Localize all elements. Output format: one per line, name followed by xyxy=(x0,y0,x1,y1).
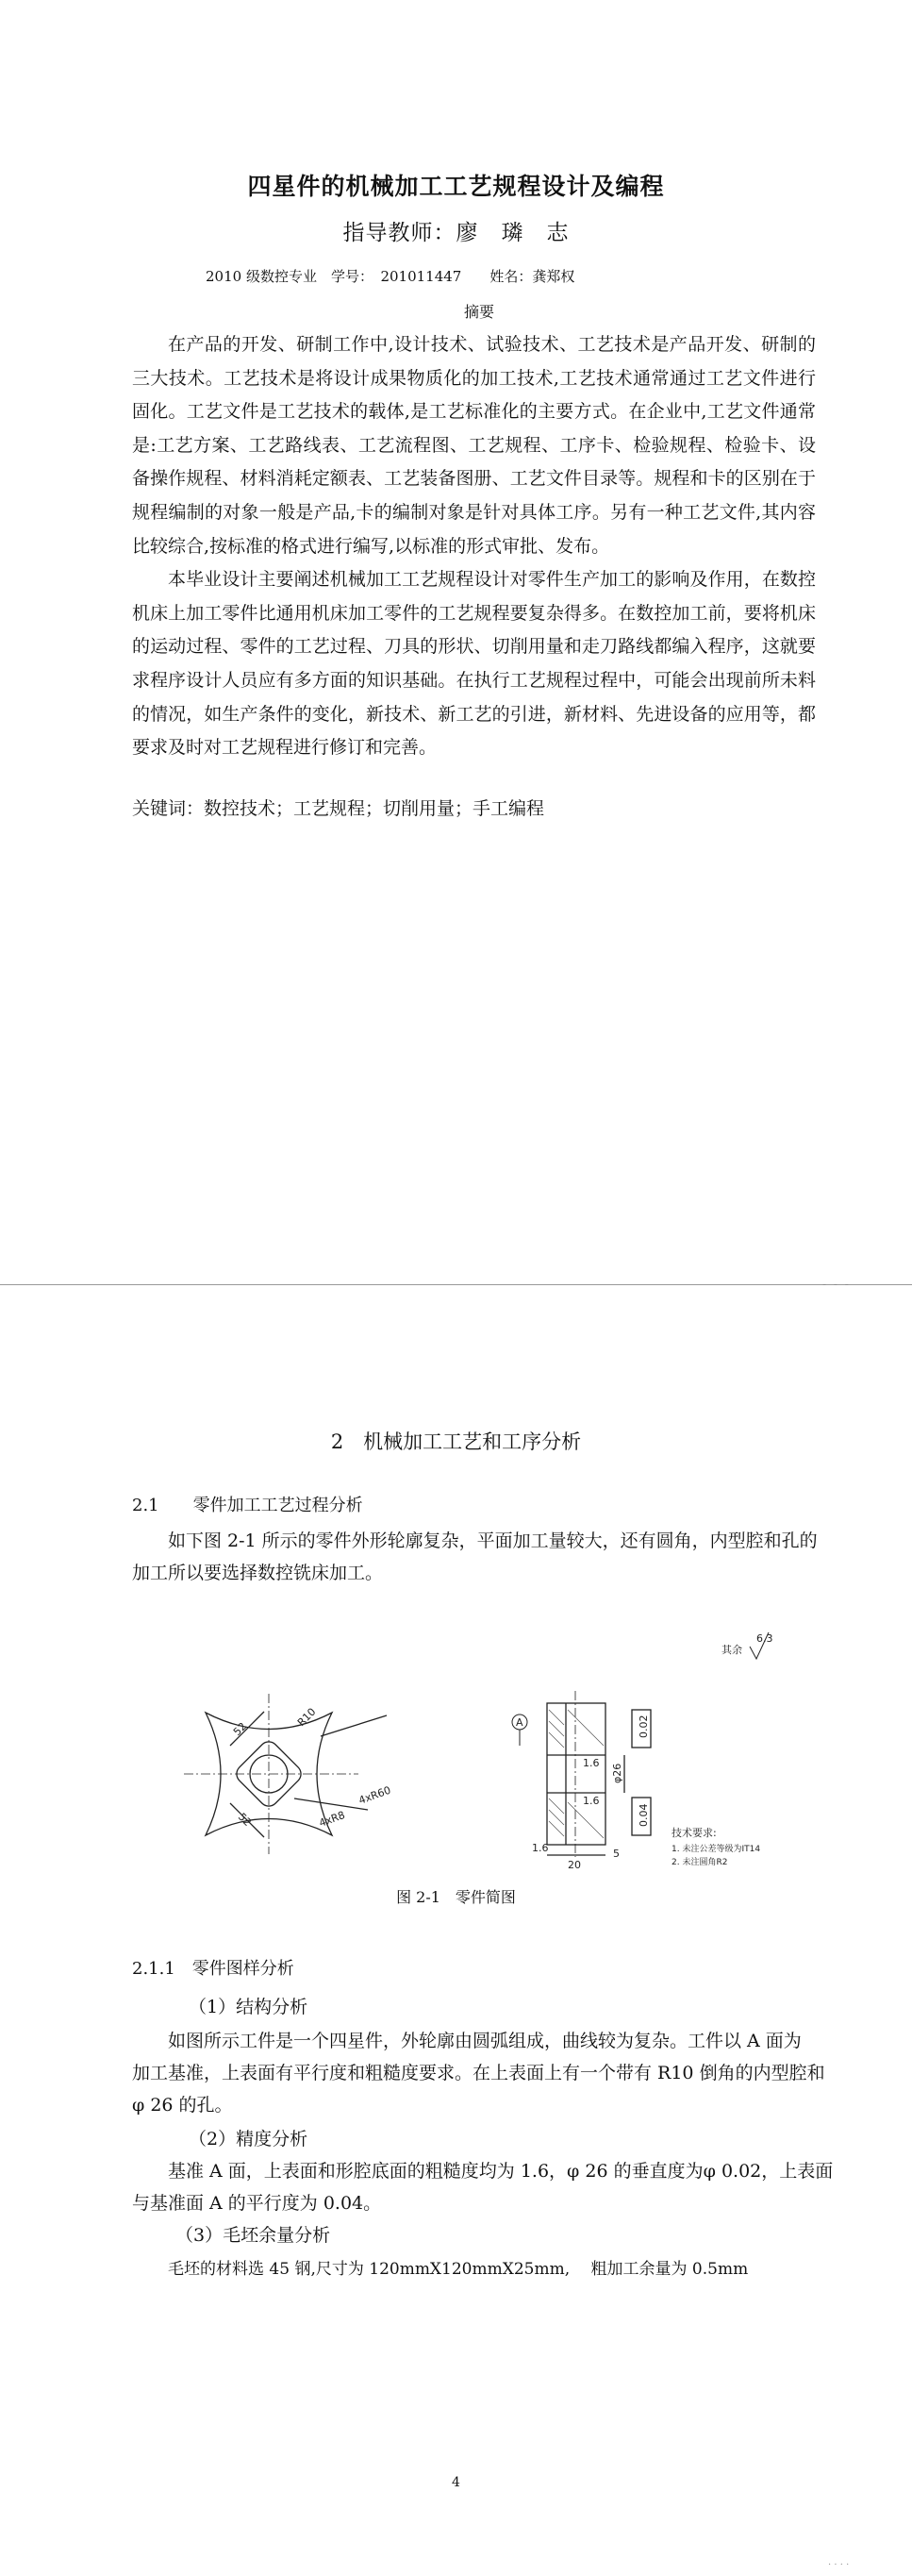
intro-line-1: 如下图 2-1 所示的零件外形轮廓复杂，平面加工量较大，还有圆角，内型腔和孔的 xyxy=(168,1531,818,1551)
section-2-1-heading: 2.1 零件加工工艺过程分析 xyxy=(132,1496,363,1515)
roughness-3: 1.6 xyxy=(532,1842,549,1854)
subsection-1-line-3: φ 26 的孔。 xyxy=(132,2095,233,2116)
dim-20: 20 xyxy=(568,1859,581,1871)
dim-4xr60: 4xR60 xyxy=(357,1783,393,1807)
roughness-other-label: 其余 xyxy=(721,1644,742,1656)
dim-4xr8: 4xR8 xyxy=(317,1808,347,1830)
tech-req-1: 1. 未注公差等级为IT14 xyxy=(672,1845,761,1854)
roughness-2: 1.6 xyxy=(583,1795,600,1807)
section-2-1-1-heading: 2.1.1 零件图样分析 xyxy=(132,1959,294,1979)
tolerance-2: 0.04 xyxy=(638,1803,650,1827)
student-info: 2010 级数控专业 学号： 201011447 姓名：龚郑权 xyxy=(206,268,575,285)
section-2-heading: 2 机械加工工艺和工序分析 xyxy=(330,1430,582,1453)
page-number: 4 xyxy=(452,2475,460,2490)
section-body xyxy=(547,1703,605,1845)
subsection-1-line-2: 加工基准，上表面有平行度和粗糙度要求。在上表面上有一个带有 R10 倒角的内型腔和 xyxy=(132,2063,825,2083)
abstract-body xyxy=(132,328,816,765)
dim-52-bottom: 52 xyxy=(235,1810,254,1830)
subsection-1-title: （1）结构分析 xyxy=(189,1997,308,2017)
datum-label: A xyxy=(516,1716,523,1729)
footer-mark: · · · · xyxy=(828,2560,850,2570)
keywords: 关键词：数控技术；工艺规程；切削用量；手工编程 xyxy=(132,798,545,819)
divider-mark: - - - xyxy=(822,1278,851,1291)
part-drawing-figure xyxy=(132,1604,811,1991)
subsection-2-title: （2）精度分析 xyxy=(189,2129,308,2149)
dim-r10: R10 xyxy=(294,1705,319,1730)
subsection-2-line-2: 与基准面 A 的平行度为 0.04。 xyxy=(132,2193,382,2214)
subsection-2-line-1: 基准 A 面，上表面和形腔底面的粗糙度均为 1.6，φ 26 的垂直度为φ 0.02，上表面 xyxy=(168,2161,834,2182)
intro-line-2: 加工所以要选择数控铣床加工。 xyxy=(132,1563,384,1583)
abstract-paragraph-2: 本毕业设计主要阐述机械加工工艺规程设计对零件生产加工的影响及作用，在数控机床上加工零件比通用机床加工零件的工艺规程要复杂得多。在数控加工前，要将机床的运动过程、零件的工艺过程、刀具的形状、切削用量和走刀路线都编入程序，这就要求程序设计人员应有多方面的知识基础。在执行工艺规程过程中，可能会出现前所未料的情况，如生产条件的变化，新技术、新工艺的引进，新材料、先进设备的应用等，都要求及时对工艺规程进行修订和完善。 xyxy=(132,569,816,759)
abstract-paragraph-1: 在产品的开发、研制工作中,设计技术、试验技术、工艺技术是产品开发、研制的三大技术。工艺技术是将设计成果物质化的加工技术,工艺技术通常通过工艺文件进行固化。工艺文件是工艺技术的载体,是工艺标准化的主要方式。在企业中,工艺文件通常是:工艺方案、工艺路线表、工艺流程图、工艺规程、工序卡、检验规程、检验卡、设备操作规程、材料消耗定额表、工艺装备图册、工艺文件目录等。规程和卡的区别在于规程编制的对象一般是产品,卡的编制对象是针对具体工序。另有一种工艺文件,其内容比较综合,按标准的格式进行编写,以标准的形式审批、发布。 xyxy=(132,334,816,557)
roughness-top: 6.3 xyxy=(756,1632,773,1645)
dim-52-top: 52 xyxy=(230,1720,250,1739)
page-divider xyxy=(0,1284,912,1285)
tech-req-2: 2. 未注圆角R2 xyxy=(672,1858,728,1867)
subsection-3-title: （3）毛坯余量分析 xyxy=(175,2225,331,2246)
subsection-3-line-1: 毛坯的材料选 45 钢,尺寸为 120mmX120mmX25mm, 粗加工余量为 0.5mm xyxy=(168,2260,749,2279)
subsection-1-line-1: 如图所示工件是一个四星件，外轮廓由圆弧组成，曲线较为复杂。工件以 A 面为 xyxy=(168,2031,802,2051)
abstract-label: 摘要 xyxy=(464,303,495,321)
advisor-line: 指导教师：廖 璘 志 xyxy=(342,221,570,245)
tolerance-1: 0.02 xyxy=(638,1715,650,1738)
dim-phi26: φ26 xyxy=(611,1763,623,1783)
figure-caption: 图 2-1 零件简图 xyxy=(396,1888,516,1906)
tech-req-title: 技术要求: xyxy=(672,1827,717,1839)
dim-5: 5 xyxy=(613,1848,620,1860)
roughness-1: 1.6 xyxy=(583,1757,600,1769)
page-title: 四星件的机械加工工艺规程设计及编程 xyxy=(247,173,665,200)
